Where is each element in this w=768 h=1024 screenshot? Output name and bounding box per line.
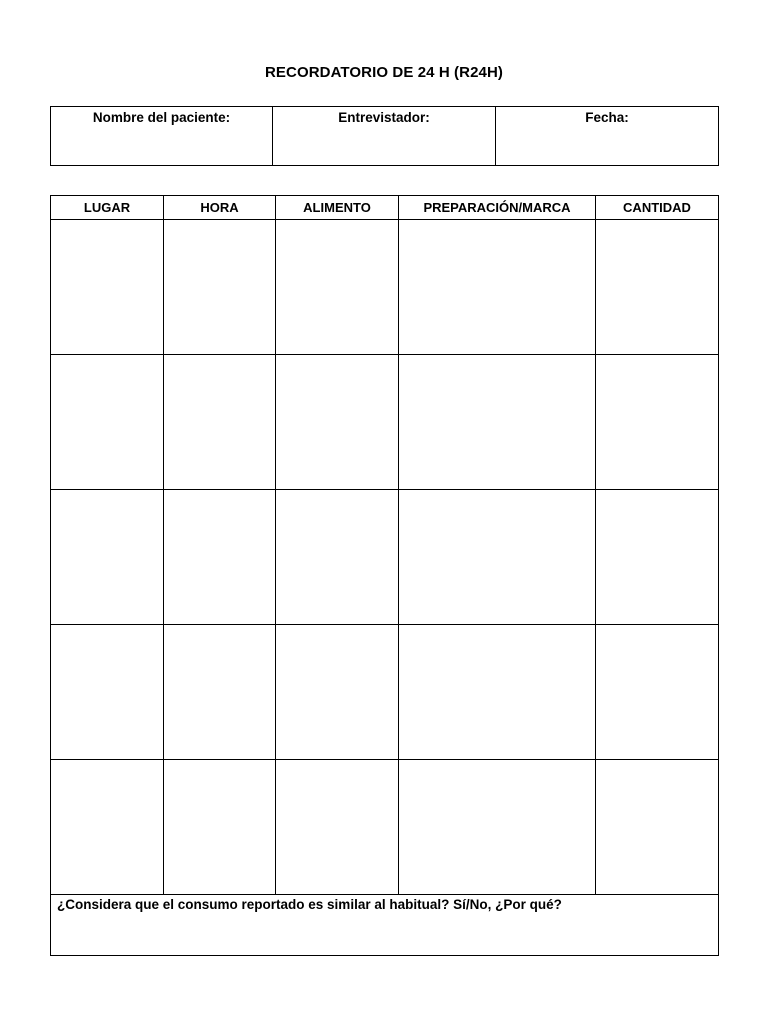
column-header-alimento: ALIMENTO: [276, 196, 399, 220]
cell-hora[interactable]: [164, 625, 276, 760]
footer-question-row: [51, 895, 719, 956]
date-label: Fecha:: [585, 110, 629, 125]
habitual-consumption-question-label: ¿Considera que el consumo reportado es similar al habitual? Sí/No, ¿Por qué?: [57, 897, 562, 912]
column-header-hora: HORA: [164, 196, 276, 220]
cell-cantidad[interactable]: [596, 220, 719, 355]
cell-lugar[interactable]: [51, 355, 164, 490]
table-row: [51, 355, 719, 490]
cell-cantidad[interactable]: [596, 625, 719, 760]
interviewer-field[interactable]: [273, 107, 496, 166]
cell-hora[interactable]: [164, 760, 276, 895]
cell-lugar[interactable]: [51, 625, 164, 760]
habitual-consumption-question[interactable]: [51, 895, 719, 956]
cell-lugar[interactable]: [51, 760, 164, 895]
table-row: [51, 490, 719, 625]
cell-hora[interactable]: [164, 490, 276, 625]
column-header-lugar: LUGAR: [51, 196, 164, 220]
cell-cantidad[interactable]: [596, 490, 719, 625]
food-recall-table: [50, 195, 719, 956]
column-header-preparacion-marca: PREPARACIÓN/MARCA: [399, 196, 596, 220]
cell-hora[interactable]: [164, 220, 276, 355]
cell-hora[interactable]: [164, 355, 276, 490]
patient-name-field[interactable]: [51, 107, 273, 166]
cell-alimento[interactable]: [276, 625, 399, 760]
cell-lugar[interactable]: [51, 490, 164, 625]
cell-preparacion-marca[interactable]: [399, 220, 596, 355]
page-title: RECORDATORIO DE 24 H (R24H): [264, 64, 503, 81]
cell-cantidad[interactable]: [596, 760, 719, 895]
cell-alimento[interactable]: [276, 220, 399, 355]
patient-info-table: [50, 106, 719, 166]
cell-preparacion-marca[interactable]: [399, 625, 596, 760]
table-row: [51, 220, 719, 355]
patient-name-label: Nombre del paciente:: [92, 110, 231, 125]
cell-alimento[interactable]: [276, 355, 399, 490]
table-row: [51, 625, 719, 760]
cell-preparacion-marca[interactable]: [399, 490, 596, 625]
cell-lugar[interactable]: [51, 220, 164, 355]
cell-cantidad[interactable]: [596, 355, 719, 490]
table-row: [51, 760, 719, 895]
cell-preparacion-marca[interactable]: [399, 355, 596, 490]
interviewer-label: Entrevistador:: [338, 110, 430, 125]
cell-preparacion-marca[interactable]: [399, 760, 596, 895]
table-header-row: [51, 196, 719, 220]
column-header-cantidad: CANTIDAD: [596, 196, 719, 220]
cell-alimento[interactable]: [276, 760, 399, 895]
date-field[interactable]: [496, 107, 719, 166]
cell-alimento[interactable]: [276, 490, 399, 625]
